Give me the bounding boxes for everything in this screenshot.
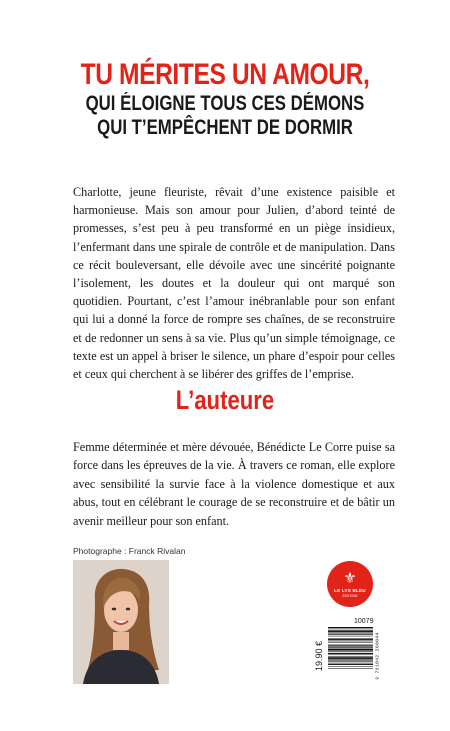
barcode-bar <box>328 647 373 648</box>
barcode-bar <box>328 666 373 667</box>
barcode-bar <box>328 651 373 652</box>
barcode-bar <box>328 655 373 656</box>
barcode-bar <box>328 664 373 665</box>
barcode-bar <box>328 634 373 635</box>
barcode-bar <box>328 641 373 642</box>
isbn-holder <box>374 626 382 686</box>
photo-credit: Photographe : Franck Rivalan <box>73 546 186 556</box>
barcode-bar <box>328 659 373 660</box>
author-bio: Femme déterminée et mère dévouée, Bénédicte Le Corre puise sa force dans les épreuves de la vie. À travers ce roman, elle explore avec sensibilité la survie face à la violence domestique et aux abus, tout en célébrant le courage de se reconstruire et de bâtir un avenir meilleur pour son enfant. <box>73 440 395 528</box>
author-heading: L’auteure <box>175 385 275 415</box>
barcode-bar <box>328 629 373 630</box>
book-summary: Charlotte, jeune fleuriste, rêvait d’une existence paisible et harmonieuse. Mais son amour pour Julien, d’abord teinté de promesses, s’est peu à peu transformé en un piège insidieux, l’enfermant dans une spirale de contrôle et de manipulation. Dans ce récit bouleversant, elle dévoile avec une sincérité poignante l’isolement, les doutes et la douleur qui ont marqué son quotidien. Pourtant, c’est l’amour inébranlable pour son enfant qui lui a donné la force de rompre ses chaînes, de se reconstruire et de redonner un sens à sa vie. Plus qu’un simple témoignage, ce texte est un appel à briser le silence, un phare d’espoir pour celles et ceux qui cherchent à se libérer des griffes de l’emprise. <box>73 185 395 382</box>
lily-icon: ⚜ <box>343 568 357 587</box>
title-line-3: QUI T’EMPÊCHENT DE DORMIR <box>97 116 353 139</box>
barcode-bar <box>328 642 373 643</box>
publisher-name: LE LYS BLEU <box>334 587 366 593</box>
isbn-digits: 9 791042 260044 <box>375 632 381 680</box>
author-photo <box>73 560 169 684</box>
barcode-bar <box>328 657 373 659</box>
barcode-bar <box>328 649 373 651</box>
title-line-1: TU MÉRITES UN AMOUR, <box>80 58 370 91</box>
barcode-bar <box>328 646 373 647</box>
barcode-bar <box>328 663 373 664</box>
barcode-bar <box>328 661 373 662</box>
price: 19.90 € <box>314 640 324 672</box>
barcode-bar <box>328 656 373 657</box>
publisher-sub: ÉDITIONS <box>342 593 358 598</box>
barcode-bar <box>328 627 373 628</box>
publisher-logo <box>327 561 373 607</box>
price-holder <box>312 626 326 686</box>
barcode-bar <box>328 630 373 632</box>
barcode-bar <box>328 639 373 640</box>
barcode-bar <box>328 633 373 634</box>
barcode-bar <box>328 638 373 639</box>
barcode-bar <box>328 645 373 646</box>
barcode-bar <box>328 636 373 637</box>
product-code: 10079 <box>354 618 374 625</box>
barcode-icon <box>328 626 373 686</box>
title-line-2: QUI ÉLOIGNE TOUS CES DÉMONS <box>85 92 365 115</box>
barcode-bar <box>328 653 373 654</box>
cover-title <box>0 58 450 140</box>
author-portrait-icon <box>73 560 169 684</box>
barcode-bar <box>328 668 373 669</box>
